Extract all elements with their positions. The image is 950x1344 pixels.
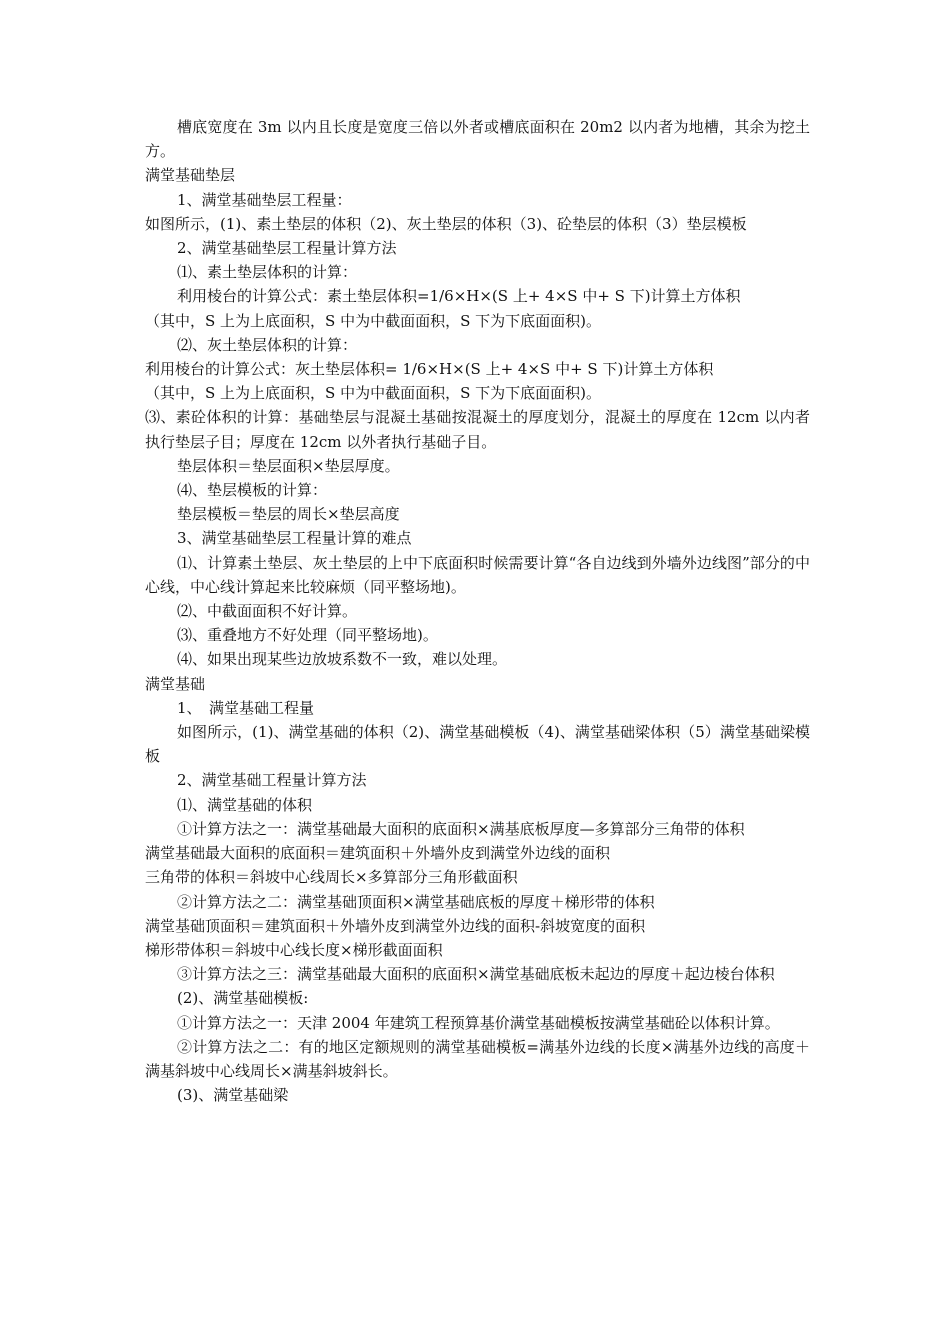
- paragraph: 1、 满堂基础工程量: [177, 698, 315, 717]
- paragraph: 槽底宽度在 3m 以内且长度是宽度三倍以外者或槽底面积在 20m2 以内者为地槽，其余为挖土方。: [145, 118, 810, 161]
- paragraph: 垫层模板＝垫层的周长×垫层高度: [177, 505, 400, 524]
- paragraph: (3)、满堂基础梁: [177, 1086, 289, 1105]
- paragraph: 利用棱台的计算公式：灰土垫层体积= 1/6×H×(S 上+ 4×S 中+ S 下)计算土方体积: [145, 360, 714, 379]
- paragraph: 满堂基础: [145, 674, 206, 693]
- paragraph: ②计算方法之二：有的地区定额规则的满堂基础模板=满基外边线的长度×满基外边线的高度＋满基斜坡中心线周长×满基斜坡斜长。: [145, 1037, 810, 1080]
- paragraph: 梯形带体积＝斜坡中心线长度×梯形截面面积: [145, 940, 443, 959]
- paragraph: ⑶、素砼体积的计算：基础垫层与混凝土基础按混凝土的厚度划分，混凝土的厚度在 12cm 以内者执行垫层子目；厚度在 12cm 以外者执行基础子目。: [145, 408, 810, 451]
- paragraph: （其中，S 上为上底面积，S 中为中截面面积，S 下为下底面面积)。: [145, 384, 601, 403]
- paragraph: ⑴、计算素土垫层、灰土垫层的上中下底面积时候需要计算“各自边线到外墙外边线图”部分的中心线，中心线计算起来比较麻烦（同平整场地)。: [145, 553, 810, 596]
- paragraph: 利用棱台的计算公式：素土垫层体积=1/6×H×(S 上+ 4×S 中+ S 下)计算土方体积: [177, 287, 741, 306]
- paragraph: 三角带的体积＝斜坡中心线周长×多算部分三角形截面积: [145, 868, 518, 887]
- paragraph: ①计算方法之一：天津 2004 年建筑工程预算基价满堂基础模板按满堂基础砼以体积计算。: [177, 1013, 780, 1032]
- document-body: [145, 115, 810, 1107]
- paragraph: ⑷、如果出现某些边放坡系数不一致，难以处理。: [177, 650, 508, 669]
- paragraph: ⑶、重叠地方不好处理（同平整场地)。: [177, 626, 438, 645]
- paragraph: 如图所示，(1)、满堂基础的体积（2)、满堂基础模板（4)、满堂基础梁体积（5）满堂基础梁模板: [145, 723, 810, 766]
- paragraph: 满堂基础顶面积＝建筑面积＋外墙外皮到满堂外边线的面积-斜坡宽度的面积: [145, 916, 646, 935]
- paragraph: 1、满堂基础垫层工程量：: [177, 190, 352, 209]
- paragraph: ⑵、灰土垫层体积的计算：: [177, 335, 358, 354]
- paragraph: ⑵、中截面面积不好计算。: [177, 602, 358, 621]
- paragraph: 3、满堂基础垫层工程量计算的难点: [177, 529, 412, 548]
- paragraph: ②计算方法之二：满堂基础顶面积×满堂基础底板的厚度＋梯形带的体积: [177, 892, 655, 911]
- paragraph: 满堂基础垫层: [145, 166, 236, 185]
- paragraph: （其中，S 上为上底面积，S 中为中截面面积，S 下为下底面面积)。: [145, 311, 601, 330]
- paragraph: 如图所示，(1)、素土垫层的体积（2)、灰土垫层的体积（3)、砼垫层的体积（3）垫层模板: [145, 214, 747, 233]
- paragraph: 2、满堂基础垫层工程量计算方法: [177, 239, 397, 258]
- paragraph: ⑴、满堂基础的体积: [177, 795, 313, 814]
- paragraph: ⑷、垫层模板的计算：: [177, 481, 328, 500]
- paragraph: ③计算方法之三：满堂基础最大面积的底面积×满堂基础底板未起边的厚度＋起边棱台体积: [177, 965, 775, 984]
- paragraph: (2)、满堂基础模板:: [177, 989, 309, 1008]
- paragraph: 满堂基础最大面积的底面积＝建筑面积＋外墙外皮到满堂外边线的面积: [145, 844, 611, 863]
- paragraph: 垫层体积＝垫层面积×垫层厚度。: [177, 456, 400, 475]
- paragraph: ①计算方法之一：满堂基础最大面积的底面积×满基底板厚度—多算部分三角带的体积: [177, 819, 745, 838]
- paragraph: ⑴、素土垫层体积的计算：: [177, 263, 358, 282]
- paragraph: 2、满堂基础工程量计算方法: [177, 771, 367, 790]
